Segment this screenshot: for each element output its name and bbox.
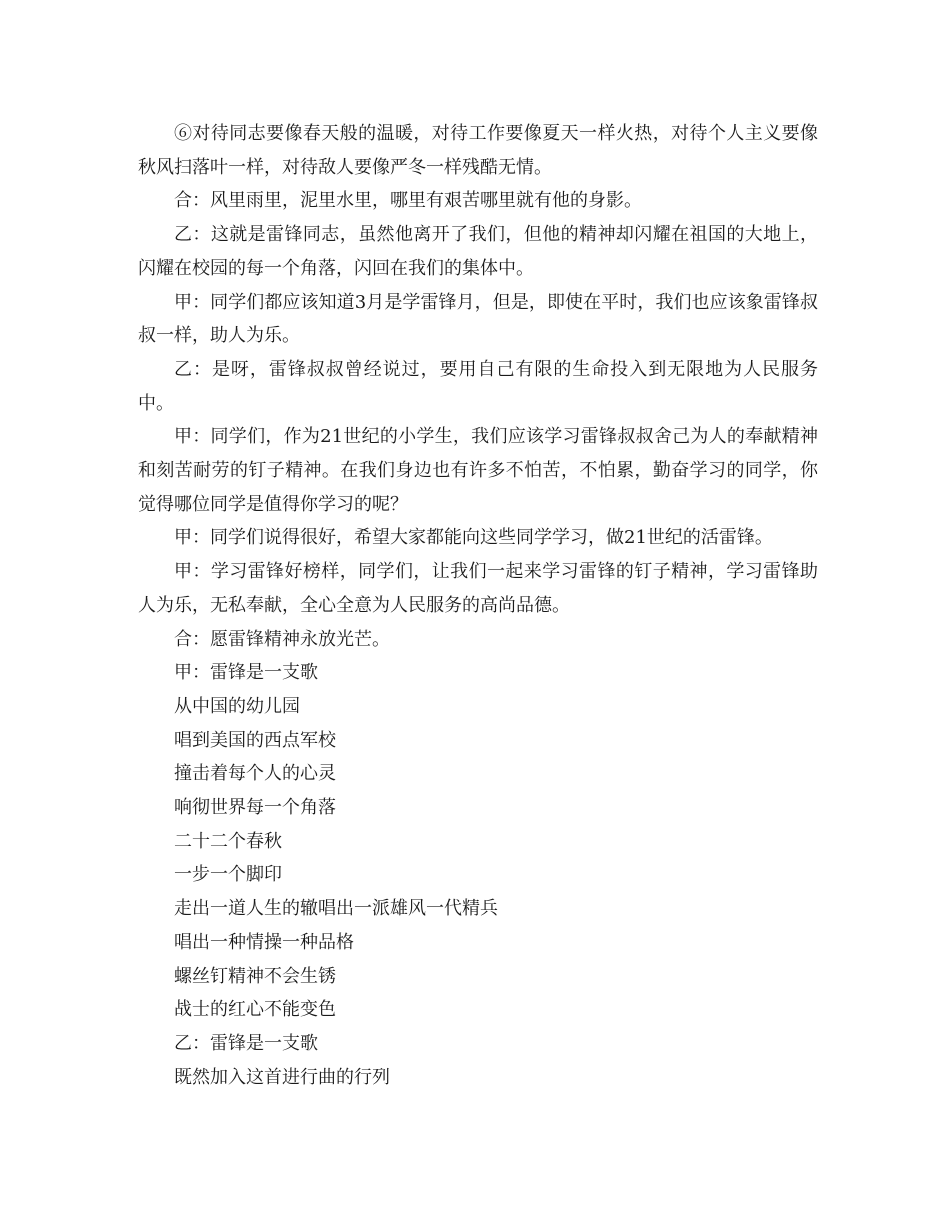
poem-line: 螺丝钉精神不会生锈 xyxy=(174,965,336,987)
paragraph: 甲：同学们都应该知道3月是学雷锋月，但是，即使在平时，我们也应该象雷锋叔叔一样，助人为乐。 xyxy=(138,291,818,347)
paragraph: 甲：学习雷锋好榜样，同学们，让我们一起来学习雷锋的钉子精神，学习雷锋助人为乐，无私奉献，全心全意为人民服务的高尚品德。 xyxy=(138,561,818,616)
poem-line: 战士的红心不能变色 xyxy=(174,999,336,1021)
poem-line: 既然加入这首进行曲的行列 xyxy=(174,1066,390,1088)
paragraph: 乙：这就是雷锋同志，虽然他离开了我们，但他的精神却闪耀在祖国的大地上，闪耀在校园的每一个角落，闪回在我们的集体中。 xyxy=(138,224,818,279)
paragraph: ⑥对待同志要像春天般的温暖，对待工作要像夏天一样火热，对待个人主义要像秋风扫落叶一样，对待敌人要像严冬一样残酷无情。 xyxy=(138,123,818,178)
poem-line: 一步一个脚印 xyxy=(174,864,282,886)
paragraph: 合：愿雷锋精神永放光芒。 xyxy=(174,628,390,650)
poem-line: 二十二个春秋 xyxy=(174,830,282,852)
paragraph: 乙：是呀，雷锋叔叔曾经说过，要用自己有限的生命投入到无限地为人民服务中。 xyxy=(138,358,818,414)
document-body xyxy=(138,117,818,1094)
poem-line: 甲：雷锋是一支歌 xyxy=(174,662,318,684)
paragraph: 甲：同学们，作为21世纪的小学生，我们应该学习雷锋叔叔舍己为人的奉献精神和刻苦耐劳的钉子精神。在我们身边也有许多不怕苦，不怕累，勤奋学习的同学，你觉得哪位同学是值得你学习的呢？ xyxy=(138,426,818,515)
poem-line: 撞击着每个人的心灵 xyxy=(174,763,336,785)
poem-line: 唱出一种情操一种品格 xyxy=(174,931,354,953)
paragraph: 甲：同学们说得很好，希望大家都能向这些同学学习，做21世纪的活雷锋。 xyxy=(174,527,773,549)
poem-line: 响彻世界每一个角落 xyxy=(174,797,336,819)
poem-line: 从中国的幼儿园 xyxy=(174,695,300,717)
paragraph: 合：风里雨里，泥里水里，哪里有艰苦哪里就有他的身影。 xyxy=(174,190,642,212)
poem-line: 走出一道人生的辙唱出一派雄风一代精兵 xyxy=(174,898,498,920)
poem-line: 唱到美国的西点军校 xyxy=(174,729,336,751)
poem-line: 乙：雷锋是一支歌 xyxy=(174,1032,318,1054)
